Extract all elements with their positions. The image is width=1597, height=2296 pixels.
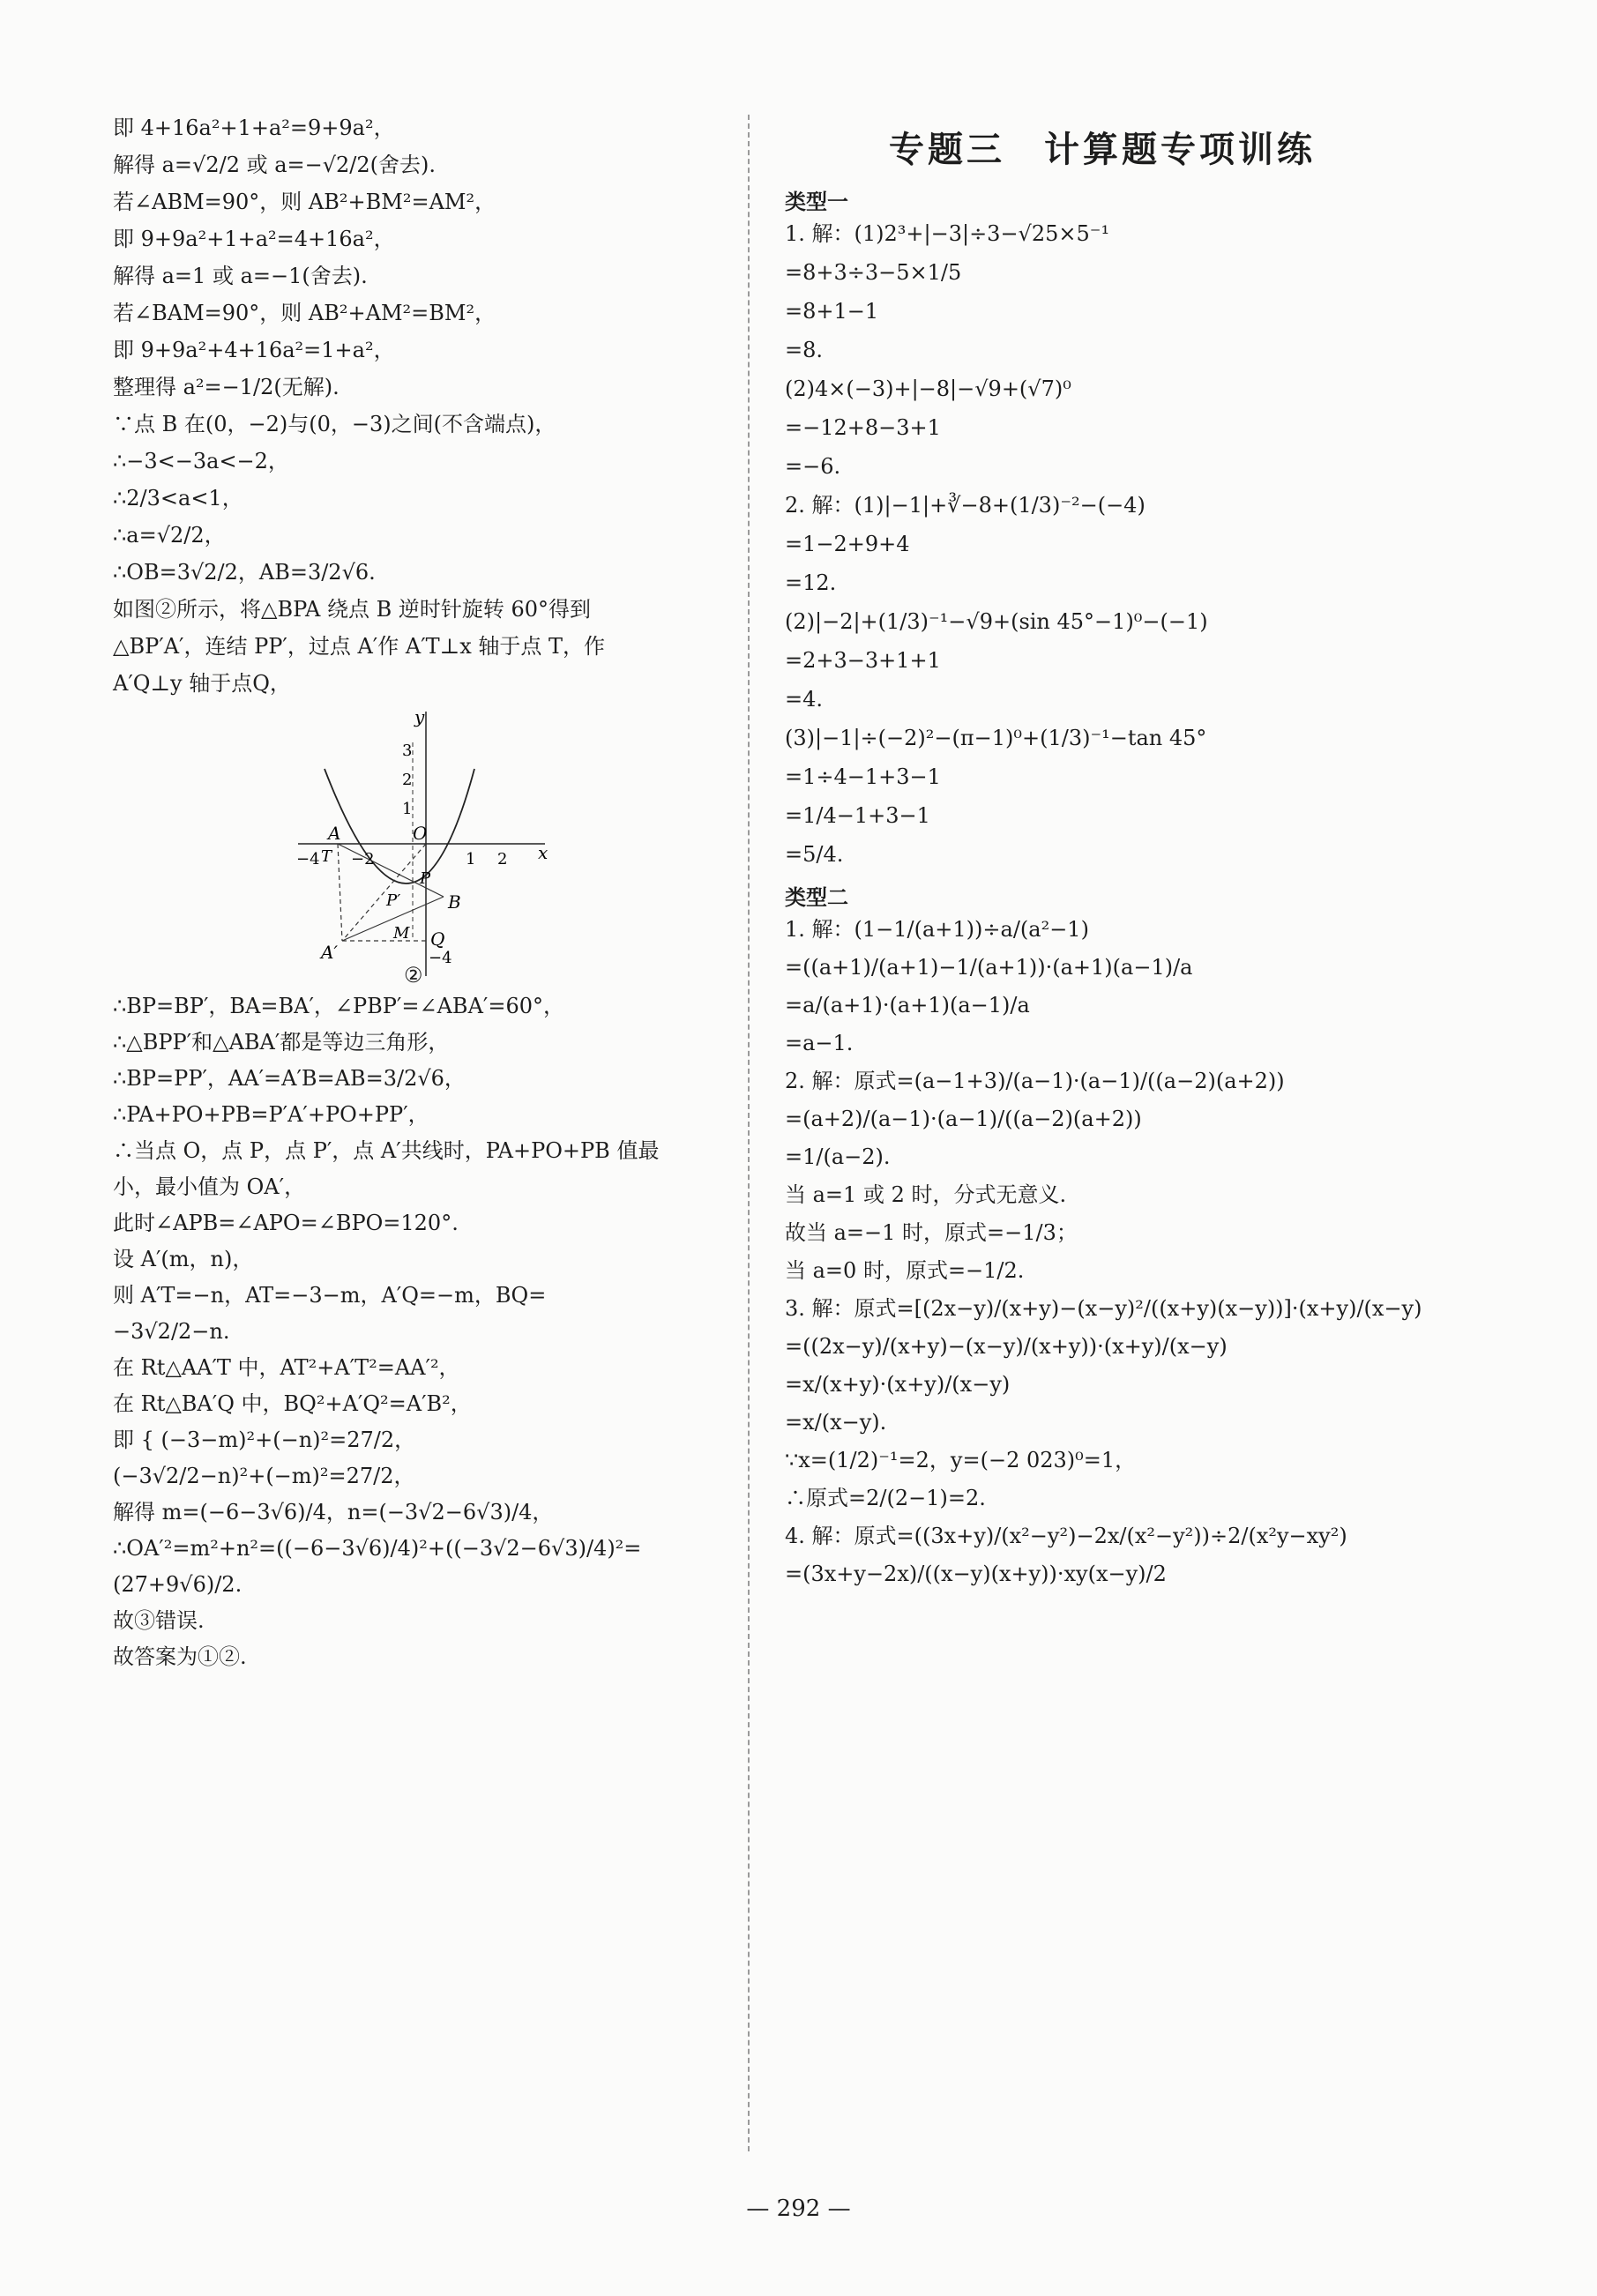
text-line: =4. xyxy=(785,687,824,712)
text-line: =x/(x−y). xyxy=(785,1410,887,1435)
tick-x-neg4: −4 xyxy=(296,850,320,868)
text-line: (27+9√6)/2. xyxy=(113,1572,243,1597)
text-line: =8+3÷3−5×1/5 xyxy=(785,260,962,285)
tick-y-neg4: −4 xyxy=(429,949,452,967)
label-m: M xyxy=(393,924,410,943)
tick-x-2: 2 xyxy=(497,850,508,868)
text-line: =8+1−1 xyxy=(785,299,879,324)
type-2-solutions xyxy=(785,916,1420,1587)
left-column xyxy=(113,115,713,1680)
figure-2 xyxy=(113,707,713,989)
text-line: 当 a=0 时，原式=−1/2. xyxy=(785,1258,1025,1283)
text-line: =a/(a+1)·(a+1)(a−1)/a xyxy=(785,993,1030,1018)
text-line: 解得 a=1 或 a=−1(舍去). xyxy=(113,264,368,288)
text-line: 解得 a=√2/2 或 a=−√2/2(舍去). xyxy=(113,153,437,177)
text-line: 2. 解：原式=(a−1+3)/(a−1)·(a−1)/((a−2)(a+2)) xyxy=(785,1069,1285,1093)
text-line: −3√2/2−n. xyxy=(113,1319,230,1344)
text-line: 故当 a=−1 时，原式=−1/3； xyxy=(785,1220,1078,1245)
text-line: =12. xyxy=(785,570,837,595)
text-line: (−3√2/2−n)²+(−m)²=27/2， xyxy=(113,1464,415,1488)
text-line: 解得 m=(−6−3√6)/4，n=(−3√2−6√3)/4， xyxy=(113,1500,554,1524)
text-line: =((2x−y)/(x+y)−(x−y)/(x+y))·(x+y)/(x−y) xyxy=(785,1334,1228,1359)
text-line: 2. 解：(1)|−1|+∛−8+(1/3)⁻²−(−4) xyxy=(785,493,1146,518)
text-line: ∴BP=PP′，AA′=A′B=AB=3/2√6， xyxy=(113,1066,466,1091)
label-b: B xyxy=(448,891,461,913)
page-number: — 292 — xyxy=(746,2195,851,2222)
text-line: 设 A′(m，n)， xyxy=(113,1247,254,1271)
text-line: ∵x=(1/2)⁻¹=2，y=(−2 023)⁰=1， xyxy=(785,1448,1137,1472)
text-line: =1−2+9+4 xyxy=(785,532,910,556)
text-line: =−6. xyxy=(785,454,841,479)
text-line: 即 { (−3−m)²+(−n)²=27/2， xyxy=(113,1428,416,1452)
text-line: =1÷4−1+3−1 xyxy=(785,764,941,789)
text-line: 3. 解：原式=[(2x−y)/(x+y)−(x−y)²/((x+y)(x−y))]·(x+y)/(x−y) xyxy=(785,1296,1422,1321)
text-line: 若∠BAM=90°，则 AB²+AM²=BM²， xyxy=(113,301,496,325)
text-line: ∴OB=3√2/2，AB=3/2√6. xyxy=(113,560,376,585)
text-line: 在 Rt△BA′Q 中，BQ²+A′Q²=A′B²， xyxy=(113,1391,472,1416)
label-o: O xyxy=(413,823,428,844)
label-q: Q xyxy=(430,928,445,950)
text-line: ∴BP=BP′，BA=BA′，∠PBP′=∠ABA′=60°， xyxy=(113,994,565,1018)
text-line: 故答案为①②. xyxy=(113,1644,247,1669)
text-line: =x/(x+y)·(x+y)/(x−y) xyxy=(785,1372,1011,1397)
text-line: ∴△BPP′和△ABA′都是等边三角形， xyxy=(113,1030,450,1055)
left-text-block-2 xyxy=(113,993,713,1670)
text-line: 则 A′T=−n，AT=−3−m，A′Q=−m，BQ= xyxy=(113,1283,547,1308)
text-line: 即 9+9a²+1+a²=4+16a²， xyxy=(113,227,395,251)
text-line: △BP′A′，连结 PP′，过点 A′作 A′T⊥x 轴于点 T，作 xyxy=(113,634,606,659)
label-a: A xyxy=(328,823,341,844)
label-p-prime: P′ xyxy=(386,891,401,910)
text-line: =1/(a−2). xyxy=(785,1144,891,1169)
parabola-curve xyxy=(325,769,474,883)
text-line: 即 9+9a²+4+16a²=1+a²， xyxy=(113,338,395,362)
tick-x-1: 1 xyxy=(466,850,476,868)
text-line: ∴−3<−3a<−2， xyxy=(113,449,289,473)
type-1-solutions xyxy=(785,220,1420,868)
text-line: 整理得 a²=−1/2(无解). xyxy=(113,375,340,399)
tick-y-1: 1 xyxy=(402,800,413,818)
text-line: 当 a=1 或 2 时，分式无意义. xyxy=(785,1182,1067,1207)
right-column xyxy=(785,115,1420,1599)
label-y: y xyxy=(414,707,425,727)
parabola-figure xyxy=(289,707,554,989)
text-line: (2)|−2|+(1/3)⁻¹−√9+(sin 45°−1)⁰−(−1) xyxy=(785,609,1208,634)
text-line: 若∠ABM=90°，则 AB²+BM²=AM²， xyxy=(113,190,496,214)
text-line: =5/4. xyxy=(785,842,844,867)
text-line: 即 4+16a²+1+a²=9+9a²， xyxy=(113,116,395,140)
text-line: 1. 解：(1−1/(a+1))÷a/(a²−1) xyxy=(785,917,1089,942)
text-line: (3)|−1|÷(−2)²−(π−1)⁰+(1/3)⁻¹−tan 45° xyxy=(785,726,1207,750)
section-type-1: 类型一 xyxy=(785,190,848,214)
label-p: P xyxy=(420,869,431,888)
text-line: 此时∠APB=∠APO=∠BPO=120°. xyxy=(113,1211,459,1235)
text-line: =−12+8−3+1 xyxy=(785,415,941,440)
text-line: 在 Rt△AA′T 中，AT²+A′T²=AA′²， xyxy=(113,1355,460,1380)
text-line: 4. 解：原式=((3x+y)/(x²−y²)−2x/(x²−y²))÷2/(x²y−xy²) xyxy=(785,1524,1347,1548)
tick-y-2: 2 xyxy=(402,771,413,789)
text-line: 如图②所示，将△BPA 绕点 B 逆时针旋转 60°得到 xyxy=(113,597,592,622)
text-line: =((a+1)/(a+1)−1/(a+1))·(a+1)(a−1)/a xyxy=(785,955,1193,980)
text-line: 故③错误. xyxy=(113,1608,205,1633)
text-line: ∴当点 O，点 P，点 P′，点 A′共线时，PA+PO+PB 值最 xyxy=(113,1138,660,1163)
left-text-block xyxy=(113,115,713,697)
text-line: (2)4×(−3)+|−8|−√9+(√7)⁰ xyxy=(785,376,1071,401)
text-line: A′Q⊥y 轴于点Q， xyxy=(113,671,291,696)
column-divider xyxy=(748,115,750,2151)
text-line: ∵点 B 在(0，−2)与(0，−3)之间(不含端点)， xyxy=(113,412,556,436)
page-title: 专题三 计算题专项训练 xyxy=(889,130,1316,170)
tick-y-3: 3 xyxy=(402,742,413,760)
text-line: ∴OA′²=m²+n²=((−6−3√6)/4)²+((−3√2−6√3)/4)²= xyxy=(113,1536,642,1561)
text-line: ∴2/3<a<1， xyxy=(113,486,243,511)
text-line: =8. xyxy=(785,338,824,362)
figure-caption: ② xyxy=(404,963,423,988)
section-type-2: 类型二 xyxy=(785,885,848,910)
label-a-prime: A′ xyxy=(321,942,338,963)
tick-x-neg2: −2 xyxy=(351,850,375,868)
text-line: ∴a=√2/2， xyxy=(113,523,226,548)
label-t: T xyxy=(321,847,332,866)
text-line: ∴原式=2/(2−1)=2. xyxy=(785,1486,986,1510)
text-line: ∴PA+PO+PB=P′A′+PO+PP′， xyxy=(113,1102,429,1127)
segment-at xyxy=(338,844,342,941)
text-line: =1/4−1+3−1 xyxy=(785,803,930,828)
text-line: 1. 解：(1)2³+|−3|÷3−√25×5⁻¹ xyxy=(785,221,1110,246)
text-line: =(a+2)/(a−1)·(a−1)/((a−2)(a+2)) xyxy=(785,1107,1142,1131)
text-line: 小，最小值为 OA′， xyxy=(113,1174,306,1199)
label-x: x xyxy=(538,842,549,863)
text-line: =2+3−3+1+1 xyxy=(785,648,941,673)
text-line: =a−1. xyxy=(785,1031,854,1055)
text-line: =(3x+y−2x)/((x−y)(x+y))·xy(x−y)/2 xyxy=(785,1562,1167,1586)
